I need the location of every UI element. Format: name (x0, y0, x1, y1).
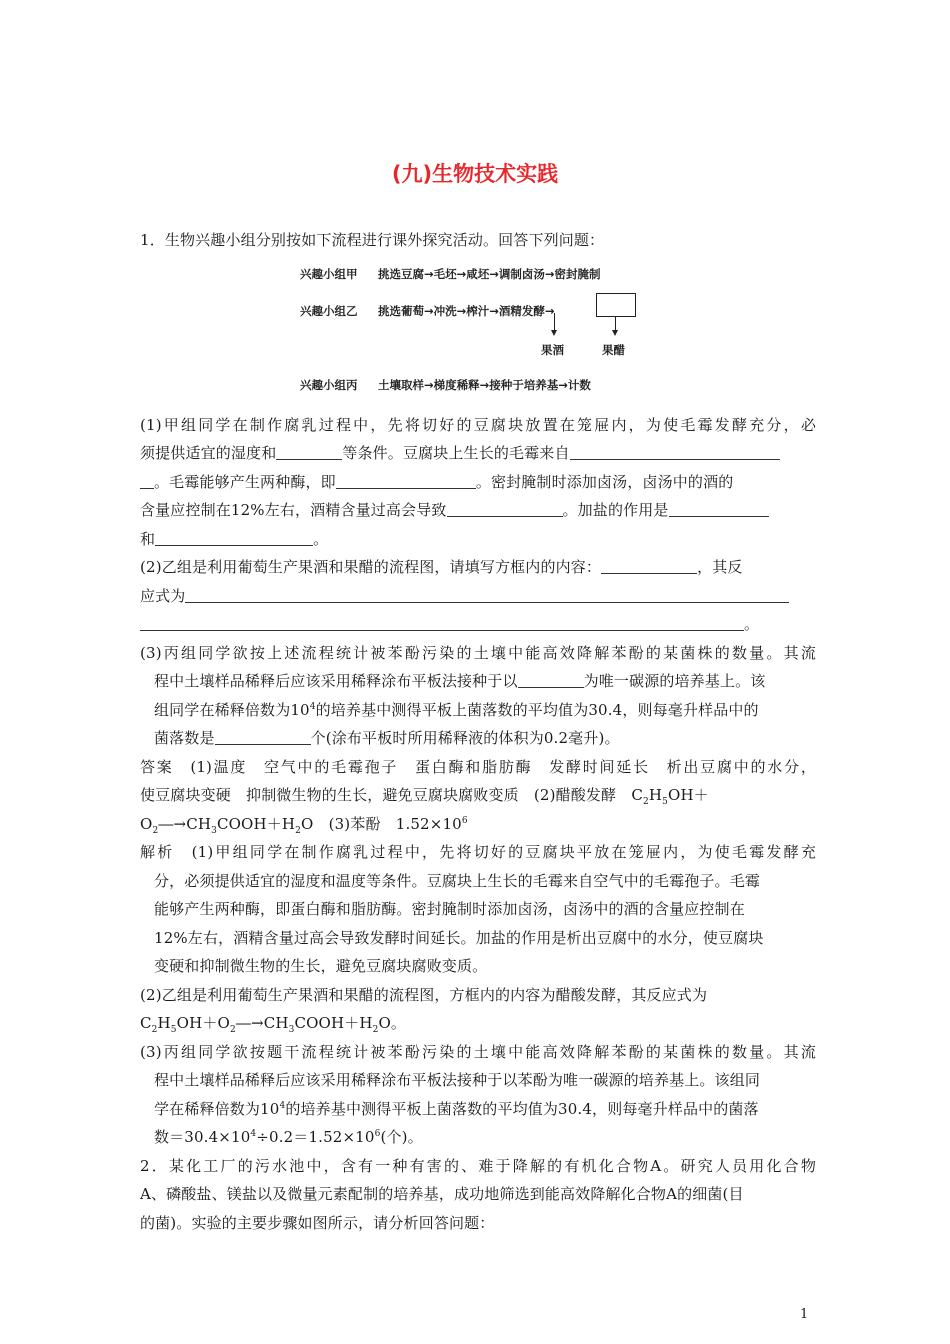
analysis-line4: 12%左右，酒精含量过高会导致发酵时间延长。加盐的作用是析出豆腐中的水分，使豆腐块 (154, 928, 764, 947)
answer-blank[interactable] (570, 442, 780, 460)
answer-line1: 答案 (1)温度 空气中的毛霉孢子 蛋白酶和脂肪酶 发酵时间延长 析出豆腐中的水分， (140, 757, 816, 776)
arrow-line-guocu (615, 317, 616, 331)
q1-p2-line1: (2)乙组是利用葡萄生产果酒和果醋的流程图，请填写方框内的内容： ，其反 (140, 558, 743, 576)
analysis-line11: 数$=30.4\times 10^4\div 0.2=1.52\times 10^6$(个)。 (154, 1128, 423, 1146)
q1-stem: 1．生物兴趣小组分别按如下流程进行课外探究活动。回答下列问题： (140, 231, 605, 249)
q1-p1-line2: 须提供适宜的湿度和 等条件。豆腐块上生长的毛霉来自 (140, 439, 816, 468)
analysis-line3: 能够产生两种酶，即蛋白酶和脂肪酶。密封腌制时添加卤汤，卤汤中的酒的含量应控制在 (154, 900, 745, 918)
q1-p3-line1: (3)丙组同学欲按上述流程统计被苯酚污染的土壤中能高效降解苯酚的某菌株的数量。其流 (140, 643, 816, 662)
q1-p1-line3: 。毛霉能够产生两种酶，即 。密封腌制时添加卤汤，卤汤中的酒的 (140, 468, 816, 497)
q1-p3-line3: 组同学在稀释倍数为$10^4$的培养基中测得平板上菌落数的平均值为30.4，则每毫升样品中的 (154, 700, 759, 719)
q1-p3-line4: 菌落数是 个(涂布平板时所用稀释液的体积为0.2毫升)。 (154, 729, 620, 747)
flow-jia-steps: 挑选豆腐→毛坯→咸坯→调制卤汤→密封腌制 (378, 266, 601, 281)
q1-p1-line1: (1)甲组同学在制作腐乳过程中，先将切好的豆腐块放置在笼屉内，为使毛霉发酵充分，必 (140, 415, 816, 434)
analysis-line1: 解析 (1)甲组同学在制作腐乳过程中，先将切好的豆腐块平放在笼屉内，为使毛霉发酵充 (140, 843, 816, 861)
q1-p2-line3: 。 (140, 610, 816, 639)
q1-p3-line2: 程中土壤样品稀释后应该采用稀释涂布平板法接种于以 为唯一碳源的培养基上。该 (154, 672, 766, 690)
answer-blank[interactable] (518, 670, 584, 688)
q2-line1: 2．某化工厂的污水池中，含有一种有害的、难于降解的有机化合物A。研究人员用化合物 (140, 1156, 816, 1175)
flow-guojiu: 果酒 (541, 342, 564, 357)
analysis-line7: $C_2H_5OH+O_2―\to CH_3COOH+H_2O$。 (140, 1014, 407, 1035)
page-number: 1 (800, 1307, 809, 1322)
answer-line2: 使豆腐块变硬 抑制微生物的生长，避免豆腐块腐败变质 (2)醋酸发酵 $C_2H_5OH+$ (140, 786, 709, 807)
flow-diagram (140, 255, 816, 411)
analysis-line6: (2)乙组是利用葡萄生产果酒和果醋的流程图，方框内的内容为醋酸发酵，其反应式为 (140, 985, 708, 1004)
flow-jia-label: 兴趣小组甲 (300, 266, 358, 281)
answer-blank[interactable] (140, 471, 154, 489)
answer-blank[interactable] (155, 528, 313, 546)
analysis-line2: 分，必须提供适宜的湿度和温度等条件。豆腐块上生长的毛霉来自空气中的毛霉孢子。毛霉 (154, 871, 761, 890)
page-title: (九)生物技术实践 (391, 162, 559, 186)
answer-blank[interactable] (601, 556, 697, 574)
answer-blank[interactable] (336, 471, 476, 489)
flow-guocu: 果醋 (602, 342, 625, 357)
flow-yi-label: 兴趣小组乙 (300, 303, 358, 318)
document-body (140, 226, 816, 1237)
q2-line3: 的菌)。实验的主要步骤如图所示，请分析回答问题： (140, 1213, 495, 1232)
answer-blank[interactable] (185, 585, 789, 603)
analysis-line9: 程中土壤样品稀释后应该采用稀释涂布平板法接种于以苯酚为唯一碳源的培养基上。该组同 (154, 1071, 761, 1089)
answer-blank[interactable] (215, 727, 311, 745)
analysis-line5: 变硬和抑制微生物的生长，避免豆腐块腐败变质。 (154, 957, 488, 975)
q1-p2-line2: 应式为 (140, 582, 816, 611)
answer-blank[interactable] (447, 499, 563, 517)
q2-line2: A、磷酸盐、镁盐以及微量元素配制的培养基，成功地筛选到能高效降解化合物A的细菌(目 (140, 1185, 744, 1203)
blank-box (596, 293, 636, 317)
flow-bing-steps: 土壤取样→梯度稀释→接种于培养基→计数 (378, 377, 591, 392)
flow-yi-steps: 挑选葡萄→冲洗→榨汁→酒精发酵→ (378, 303, 555, 318)
analysis-line10: 学在稀释倍数为$10^4$的培养基中测得平板上菌落数的平均值为30.4，则每毫升样品中的菌落 (154, 1099, 759, 1118)
arrow-line-guojiu (554, 313, 555, 331)
q1-p1-line5: 和 。 (140, 529, 329, 548)
answer-blank[interactable] (669, 499, 769, 517)
flow-bing-label: 兴趣小组丙 (300, 377, 358, 392)
analysis-line8: (3)丙组同学欲按题干流程统计被苯酚污染的土壤中能高效降解苯酚的某菌株的数量。其流 (140, 1042, 816, 1061)
answer-line3: $O_2―\to CH_3COOH+H_2O$ (3)苯酚 $1.52\times 10^6$ (140, 814, 468, 836)
answer-blank[interactable] (140, 613, 744, 631)
q1-p1-line4: 含量应控制在12%左右，酒精含量过高会导致 。加盐的作用是 (140, 496, 816, 525)
answer-blank[interactable] (276, 442, 342, 460)
